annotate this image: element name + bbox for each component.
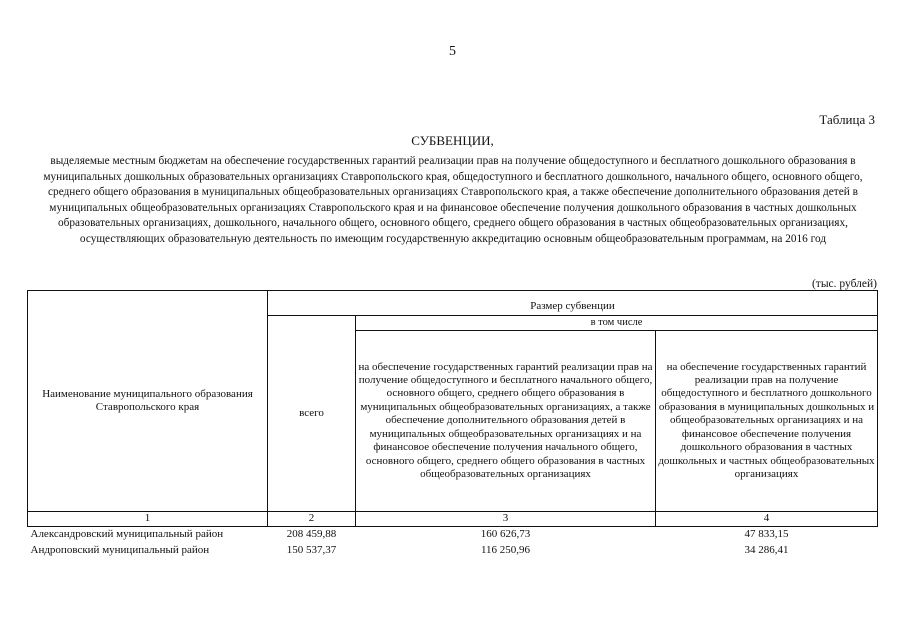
table-label: Таблица 3 xyxy=(819,112,875,127)
units-label: (тыс. рублей) xyxy=(811,278,877,290)
document-subtitle: выделяемые местным бюджетам на обеспечение государственных гарантий реализации прав на получение общедоступного и бесплатного дошкольного образования в муниципальных дошкольных образовательных организациях Ставропольского края, общедоступного и бесплатного дошкольного, начального общего, основного общего, среднего общего образования в муниципальных общеобразовательных организациях Ставропольского края, а также обеспечение дополнительного образования детей в муниципальных общеобразовательных организациях Ставропольского края и на финансовое обеспечение получения дошкольного образования в частных дошкольных образовательных организациях, дошкольного, начального общего, основного общего, среднего общего образования в частных общеобразовательных организациях, осуществляющих образовательную деятельность по имеющим государственную аккредитацию основным общеобразовательным программам, на 2016 год xyxy=(43,155,863,245)
column-header-subsidy-size: Размер субвенции xyxy=(268,291,878,316)
preschool-education-value: 47 833,15 xyxy=(744,528,789,541)
document-title: СУБВЕНЦИИ, xyxy=(411,133,494,148)
column-number: 3 xyxy=(356,512,656,527)
column-header-preschool-education: на обеспечение государственных гарантий реализации прав на получение общедоступного и бесплатного дошкольного образования в муниципальных дошкольных и общеобразовательных организациях и на финансовое обеспечение получения дошкольного образования в частных дошкольных и частных общеобразовательных организациях xyxy=(656,331,878,512)
column-number: 2 xyxy=(268,512,356,527)
general-education-value: 160 626,73 xyxy=(480,528,531,541)
municipality-name: Андроповский муниципальный район xyxy=(30,544,210,557)
page-number: 5 xyxy=(449,44,456,59)
column-header-including: в том числе xyxy=(356,316,878,331)
column-header-general-education: на обеспечение государственных гарантий реализации прав на получение общедоступного и бесплатного начального общего, основного общего, среднего общего образования в муниципальных общеобразовательных организациях, а также обеспечение дополнительного образования детей в муниципальных общеобразовательных организациях и на финансовое обеспечение получения начального общего, основного общего, среднего общего образования в частных общеобразовательных организациях xyxy=(356,331,656,512)
municipality-name: Александровский муниципальный район xyxy=(30,528,224,541)
total-value: 150 537,37 xyxy=(286,544,337,557)
total-value: 208 459,88 xyxy=(286,528,337,541)
table-row xyxy=(28,527,878,544)
table-row xyxy=(28,543,878,559)
column-header-municipality: Наименование муниципального образования Ставропольского края xyxy=(28,291,268,512)
column-number: 1 xyxy=(28,512,268,527)
subsidies-table xyxy=(27,290,878,559)
column-header-total: всего xyxy=(268,316,356,512)
column-number: 4 xyxy=(656,512,878,527)
general-education-value: 116 250,96 xyxy=(480,544,531,557)
preschool-education-value: 34 286,41 xyxy=(744,544,789,557)
